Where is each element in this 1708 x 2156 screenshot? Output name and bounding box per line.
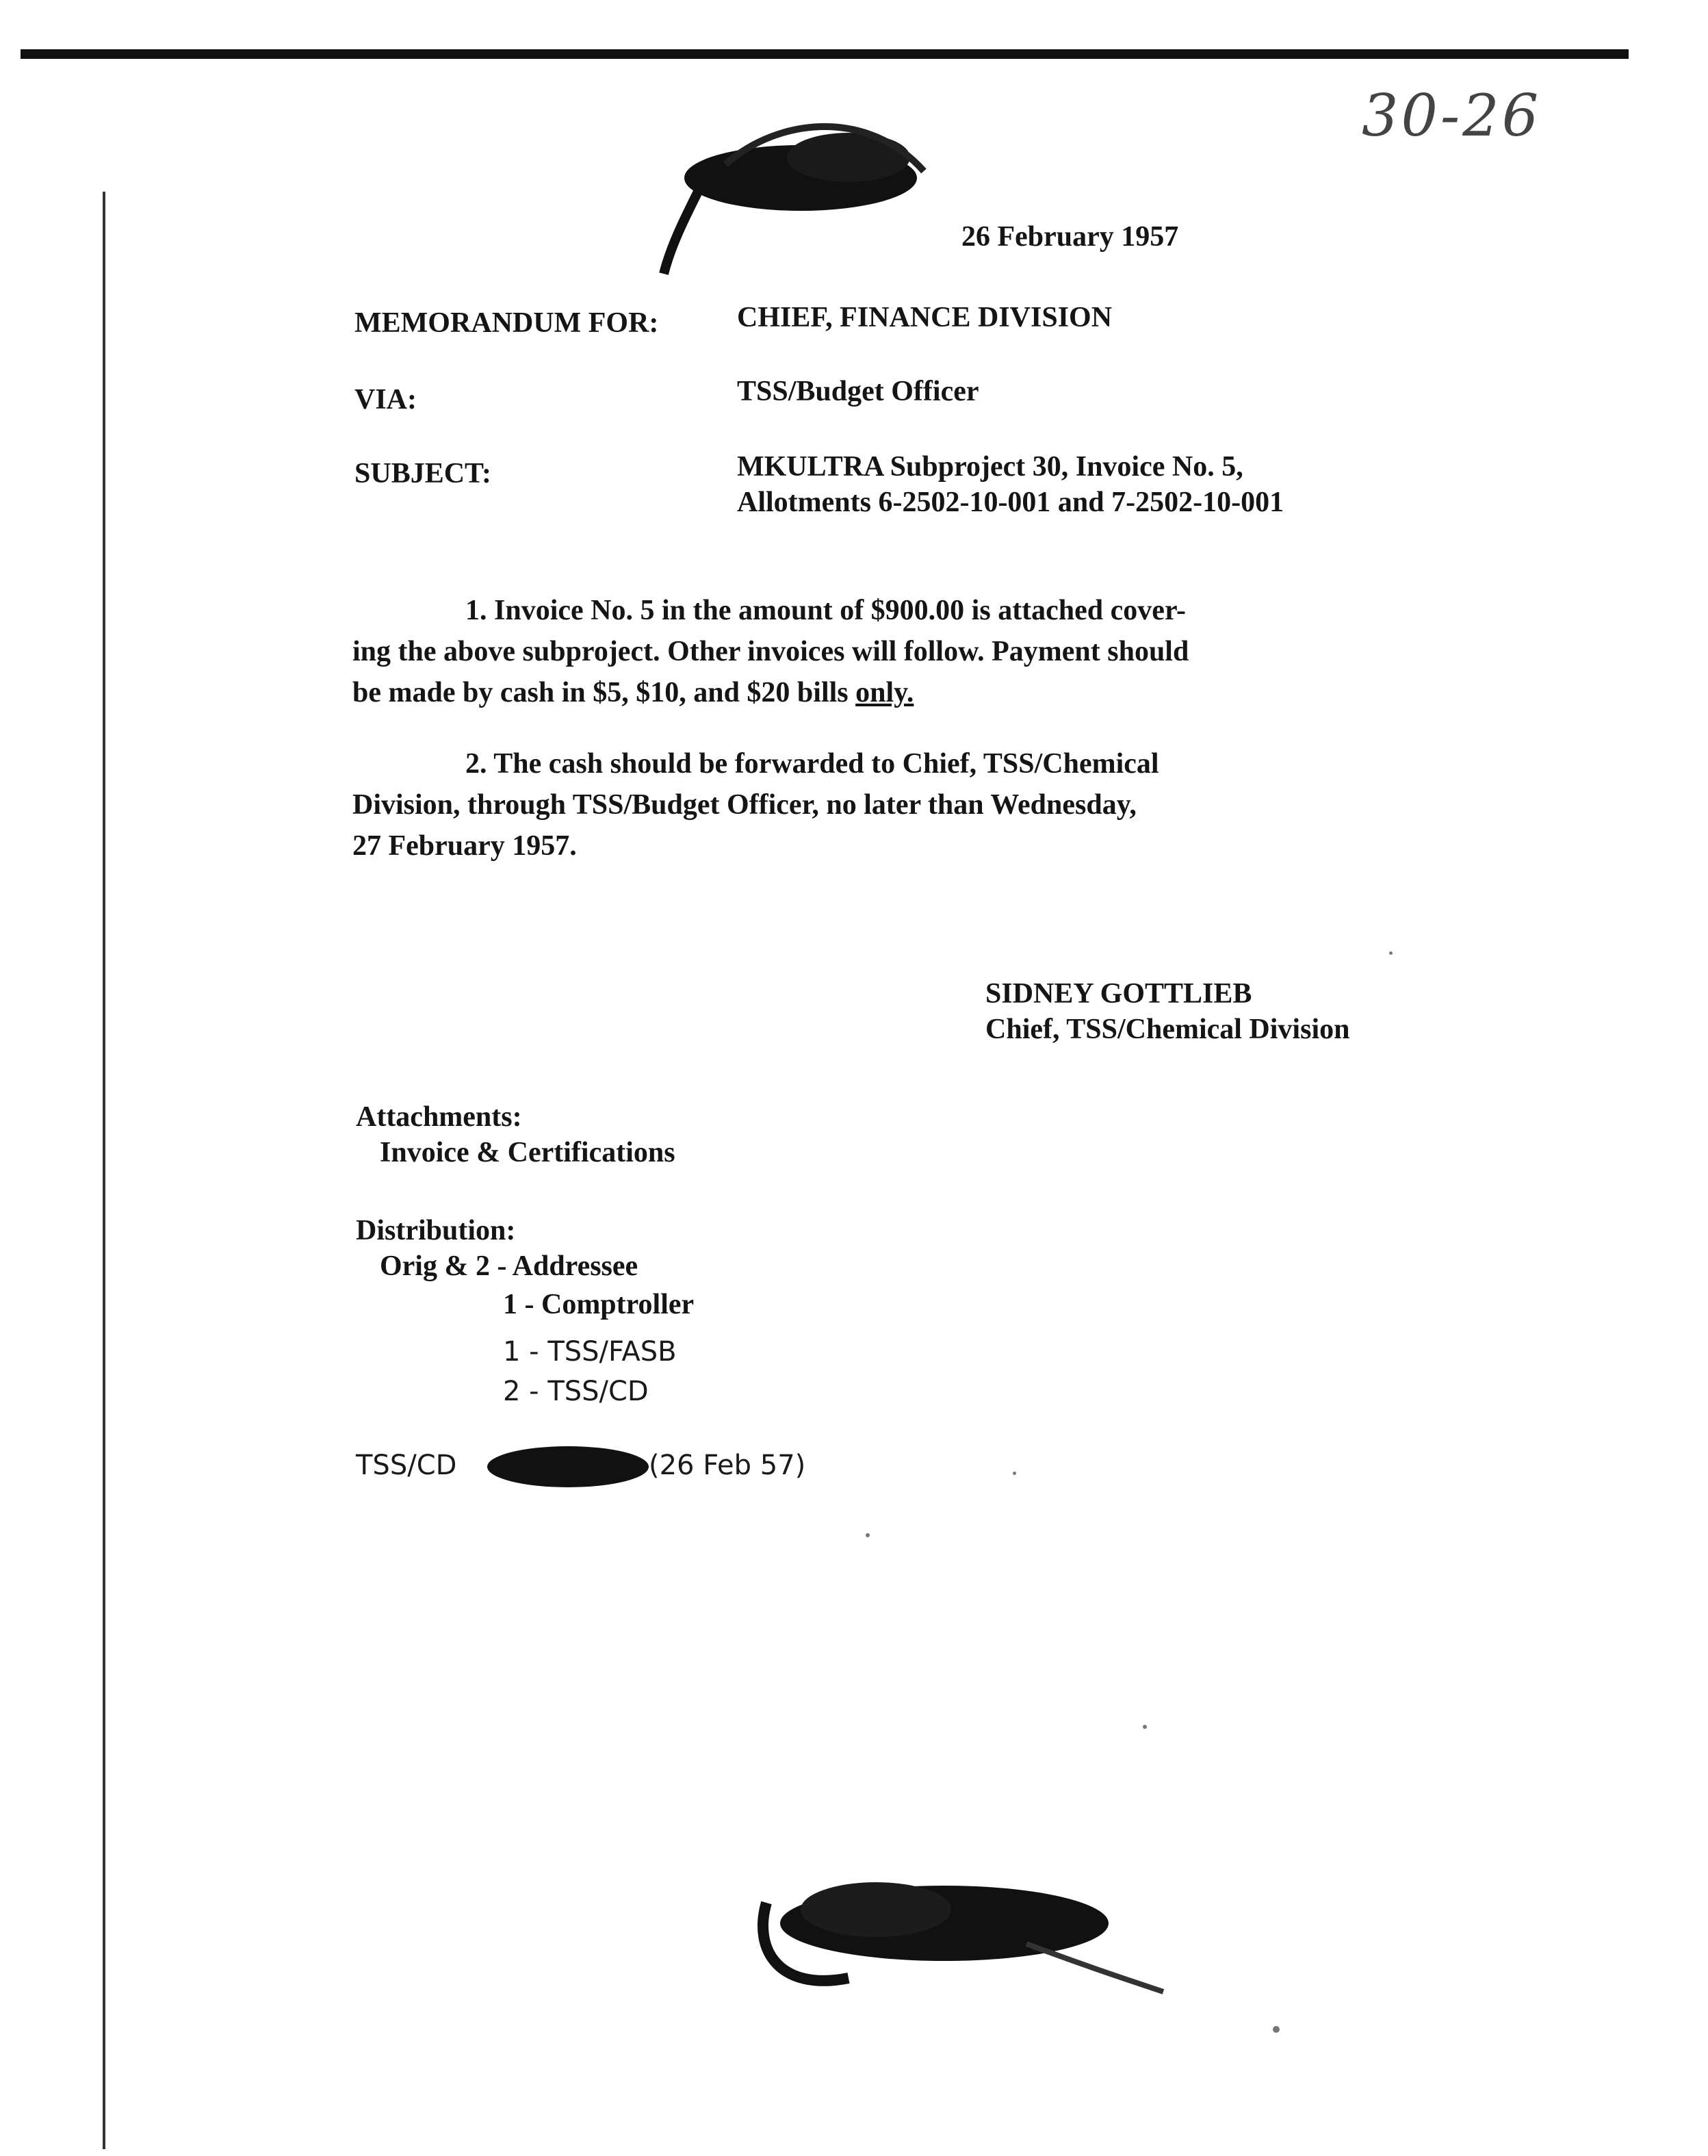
signer-name: SIDNEY GOTTLIEB	[985, 978, 1252, 1010]
signer-title: Chief, TSS/Chemical Division	[985, 1014, 1350, 1045]
paragraph-2-line-2: Division, through TSS/Budget Officer, no later than Wednesday,	[352, 789, 1137, 821]
memo-for-label: MEMORANDUM FOR:	[354, 307, 659, 339]
via-label: VIA:	[354, 384, 417, 415]
distribution-line-2: 1 - Comptroller	[503, 1289, 695, 1320]
scan-speck	[1143, 1725, 1147, 1729]
scan-speck	[1273, 2026, 1280, 2033]
redaction-mark-originator	[486, 1443, 650, 1491]
redaction-mark-top	[643, 103, 972, 281]
paragraph-1-line-1: 1. Invoice No. 5 in the amount of $900.00 is attached cover-	[465, 595, 1187, 626]
attachments-label: Attachments:	[356, 1101, 522, 1133]
attachments-item: Invoice & Certifications	[380, 1137, 675, 1168]
distribution-line-1: Orig & 2 - Addressee	[380, 1250, 638, 1282]
memo-for-value: CHIEF, FINANCE DIVISION	[737, 302, 1113, 333]
subject-line-1: MKULTRA Subproject 30, Invoice No. 5,	[737, 451, 1243, 483]
via-value: TSS/Budget Officer	[737, 376, 979, 407]
top-border-bar	[21, 49, 1629, 59]
paragraph-1-line-3-text: be made by cash in $5, $10, and $20 bills	[352, 677, 849, 708]
paragraph-2-line-1: 2. The cash should be forwarded to Chief, TSS/Chemical	[465, 748, 1159, 780]
footer-originator: TSS/CD	[356, 1450, 457, 1481]
redaction-mark-bottom	[739, 1862, 1177, 2005]
distribution-label: Distribution:	[356, 1215, 516, 1246]
scan-speck	[866, 1533, 870, 1537]
distribution-line-3: 1 - TSS/FASB	[503, 1336, 677, 1368]
distribution-line-4: 2 - TSS/CD	[503, 1376, 649, 1407]
handwritten-file-number: 30-26	[1362, 82, 1542, 149]
paragraph-1-line-2: ing the above subproject. Other invoices will follow. Payment should	[352, 636, 1189, 667]
scan-speck	[1389, 951, 1393, 955]
memo-date: 26 February 1957	[961, 221, 1179, 253]
paragraph-2-line-3: 27 February 1957.	[352, 830, 577, 862]
left-margin-line	[103, 192, 105, 2149]
paragraph-1-line-3	[352, 676, 914, 709]
emphasis-only: only.	[855, 677, 914, 708]
subject-line-2: Allotments 6-2502-10-001 and 7-2502-10-001	[737, 487, 1284, 518]
scan-speck	[1013, 1472, 1016, 1475]
footer-date: (26 Feb 57)	[649, 1450, 806, 1481]
subject-label: SUBJECT:	[354, 458, 491, 489]
